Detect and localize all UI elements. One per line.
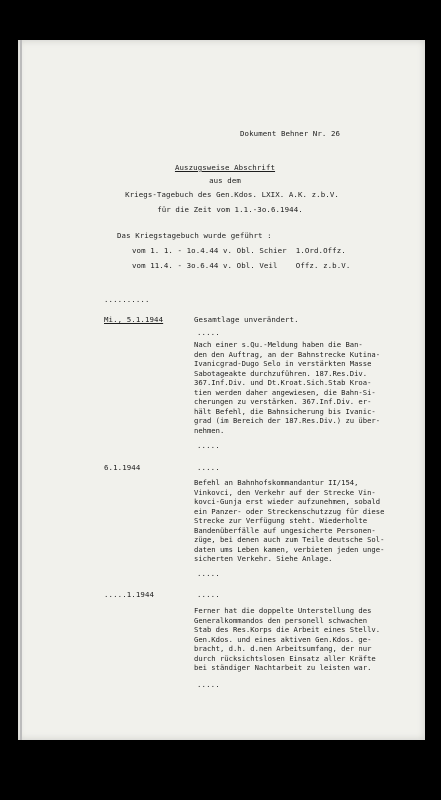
title-sub-kriegstagebuch: Kriegs-Tagebuch des Gen.Kdos. LXIX. A.K. z.b.V.: [125, 190, 339, 199]
entry-heading-1: Gesamtlage unverändert.: [194, 315, 299, 324]
entry-3-line: bracht, d.h. d.nen Arbeitsumfang, der nur: [194, 644, 372, 653]
entry-end-dots-2: .....: [197, 569, 220, 578]
entry-2-line: sicherten Verkehr. Siehe Anlage.: [194, 554, 333, 563]
entry-2-line: kovci-Gunja erst wieder aufzunehmen, sobald: [194, 497, 381, 506]
entry-2-line: Bandenüberfälle auf ungesicherte Personen-: [194, 525, 376, 535]
entry-end-dots-1: .....: [197, 441, 220, 450]
entry-2-line: Vinkovci, den Verkehr auf der Strecke Vin-: [194, 487, 376, 497]
entry-2-line: Befehl an Bahnhofskommandantur II/154,: [194, 478, 359, 487]
entry-1-line: hält Befehl, die Bahnsicherung bis Ivanic-: [194, 406, 376, 416]
entry-1-line: cherungen zu verstärken. 367.Inf.Div. er-: [194, 397, 372, 406]
entry-1-line: den den Auftrag, an der Bahnstrecke Kutina-: [194, 349, 381, 359]
entry-2-line: daten ums Leben kamen, verbieten jeden unge-: [194, 544, 385, 554]
intro-row-2: vom 11.4. - 3o.6.44 v. Obl. Veil Offz. z.b.V.: [132, 261, 351, 270]
entry-date-2: 6.1.1944: [104, 463, 141, 472]
entry-2-line: ein Panzer- oder Streckenschutzzug für diese: [194, 506, 385, 516]
entry-2-line: Strecke zur Verfügung steht. Wiederholte: [194, 516, 368, 525]
intro-row-1: vom 1. 1. - 1o.4.44 v. Obl. Schier 1.Ord.Offz.: [132, 246, 346, 255]
document-reference: Dokument Behner Nr. 26: [240, 129, 341, 138]
entry-1-line: Ivanicgrad-Dugo Selo in verstärkten Masse: [194, 359, 372, 368]
entry-dots-1: .....: [197, 328, 220, 337]
intro-label: Das Kriegstagebuch wurde geführt :: [117, 231, 272, 240]
entry-1-line: 367.Inf.Div. und Dt.Kroat.Sich.Stab Kroa-: [194, 378, 372, 387]
page-edge-line: [20, 40, 22, 740]
entry-1-line: Nach einer s.Qu.-Meldung haben die Ban-: [194, 340, 363, 349]
title-sub-period: für die Zeit vom 1.1.-3o.6.1944.: [157, 205, 303, 214]
separator-dots: ..........: [104, 295, 150, 304]
entry-end-dots-3: .....: [197, 680, 220, 689]
entry-3-line: Gen.Kdos. und eines aktiven Gen.Kdos. ge-: [194, 634, 372, 644]
document-title: Auszugsweise Abschrift: [174, 163, 276, 172]
entry-date-3: .....1.1944: [104, 590, 155, 599]
title-sub-aus: aus dem: [209, 176, 241, 185]
entry-2-line: züge, bei denen auch zum Teile deutsche Sol-: [194, 535, 385, 544]
entry-3-line: bei ständiger Nachtarbeit zu leisten war.: [194, 663, 372, 672]
entry-3-line: Ferner hat die doppelte Unterstellung des: [194, 606, 372, 615]
entry-1-line: tien werden daher angewiesen, die Bahn-Si-: [194, 387, 376, 397]
entry-3-line: Generalkommandos den personell schwachen: [194, 615, 368, 625]
entry-dots-2: .....: [197, 463, 220, 472]
entry-1-line: Sabotageakte durchzuführen. 187.Res.Div.: [194, 368, 368, 378]
entry-date-1: Mi., 5.1.1944: [104, 315, 164, 324]
entry-1-line: nehmen.: [194, 425, 225, 435]
entry-dots-3: .....: [197, 590, 220, 599]
entry-1-line: grad (im Bereich der 187.Res.Div.) zu über-: [194, 416, 381, 425]
entry-3-line: durch rücksichtslosen Einsatz aller Kräfte: [194, 653, 376, 663]
entry-3-line: Stab des Res.Korps die Arbeit eines Stellv.: [194, 625, 381, 634]
